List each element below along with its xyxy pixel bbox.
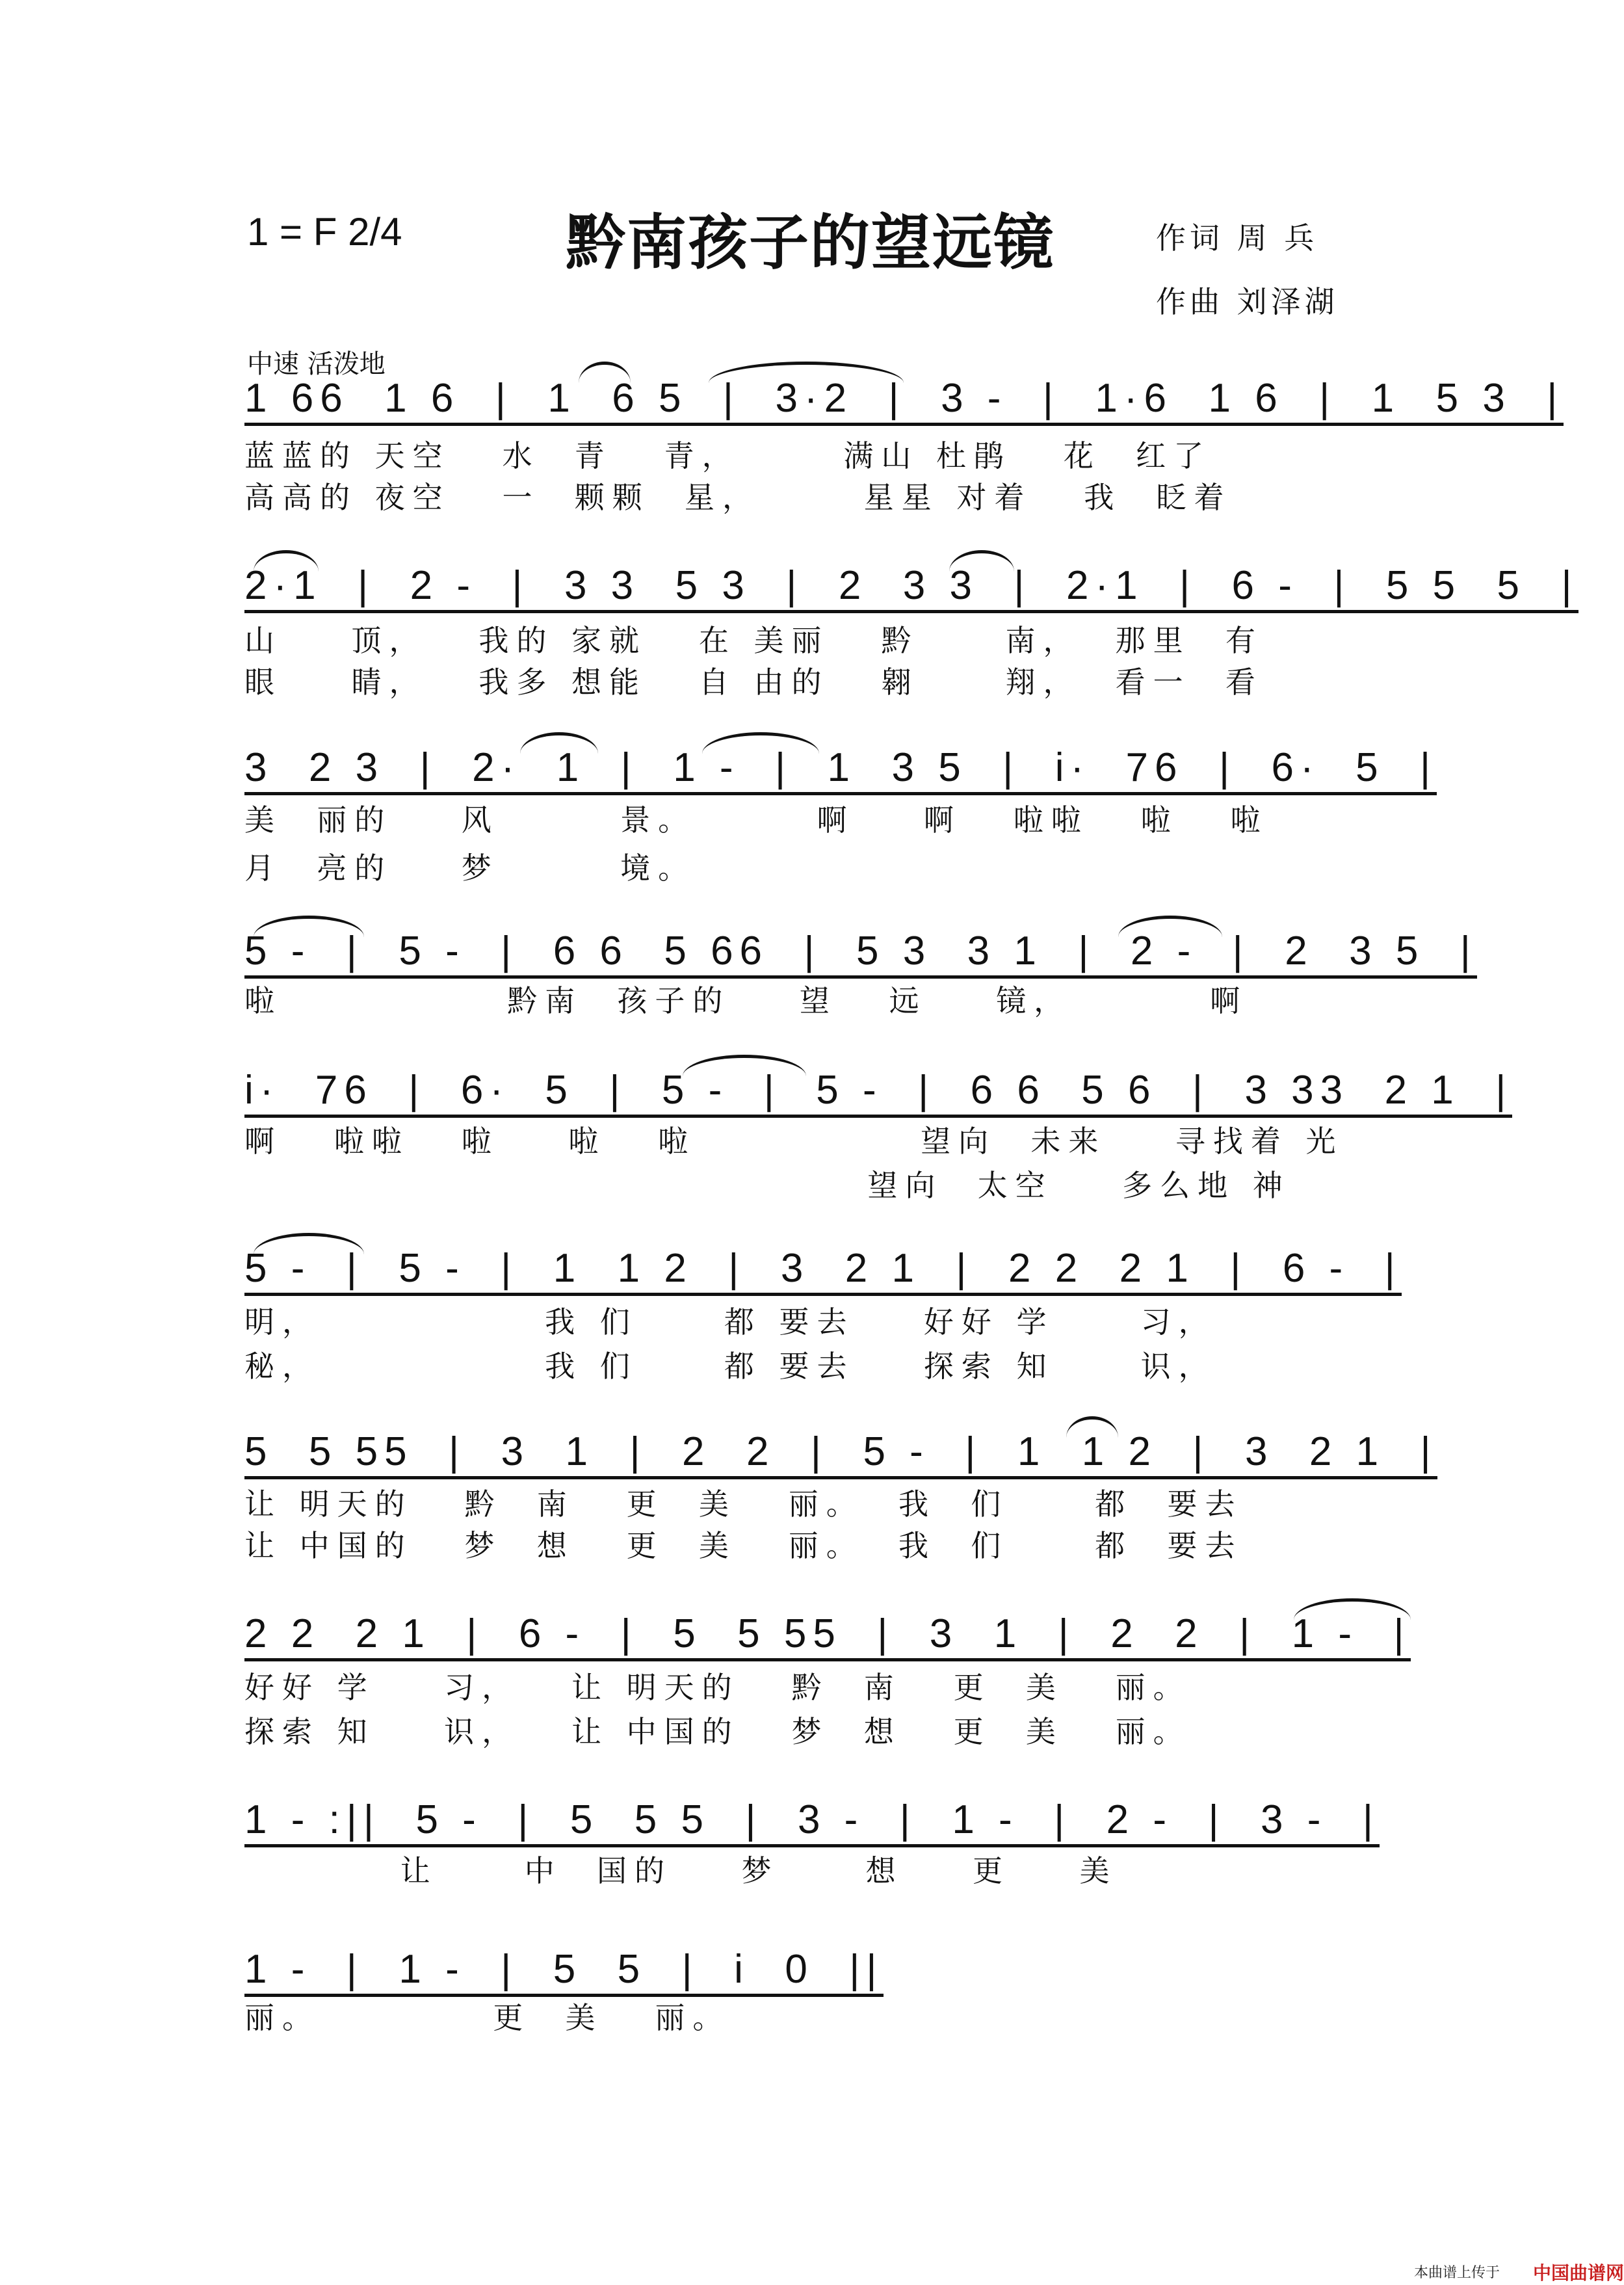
notation-row-10: 1 - | 1 - | 5 5 | i 0 || xyxy=(244,1949,884,1997)
lyric-row-8-verse-2: 探索 知 识， 让 中国的 梦 想 更 美 丽。 xyxy=(244,1714,1191,1749)
lyric-row-6-verse-1: 明， 我 们 都 要去 好好 学 习， xyxy=(244,1304,1216,1340)
tie-mark xyxy=(709,362,904,383)
notation-row-2: 2·1 | 2 - | 3 3 5 3 | 2 3 3 | 2·1 | 6 - | 5 5 5 | xyxy=(244,566,1578,613)
tie-mark xyxy=(1294,1598,1411,1620)
lyric-row-5-verse-1: 啊 啦啦 啦 啦 啦 望向 未来 寻找着 光 xyxy=(244,1124,1344,1159)
tie-mark xyxy=(254,916,364,937)
lyric-row-3-verse-2: 月 亮的 梦 境。 xyxy=(244,851,696,886)
lyric-row-10-verse-1: 丽。 更 美 丽。 xyxy=(244,2000,731,2035)
lyric-row-2-verse-1: 山 顶， 我的 家就 在 美丽 黔 南， 那里 有 xyxy=(244,623,1263,658)
tie-mark xyxy=(254,1233,364,1254)
upload-note: 本曲谱上传于 xyxy=(1414,2265,1500,2281)
notation-row-6: 5 - | 5 - | 1 1 2 | 3 2 1 | 2 2 2 1 | 6 - | xyxy=(244,1248,1402,1296)
slur-mark xyxy=(949,550,1014,572)
slur-mark xyxy=(254,550,319,572)
notation-row-3: 3 2 3 | 2· 1 | 1 - | 1 3 5 | i· 76 | 6· 5 | xyxy=(244,748,1437,795)
lyric-row-7-verse-2: 让 中国的 梦 想 更 美 丽。 我 们 都 要去 xyxy=(244,1528,1243,1563)
lyric-row-3-verse-1: 美 丽的 风 景。 啊 啊 啦啦 啦 啦 xyxy=(244,802,1268,838)
lyric-row-2-verse-2: 眼 睛， 我多 想能 自 由的 翱 翔， 看一 看 xyxy=(244,665,1263,700)
notation-row-1: 1 66 1 6 | 1 6 5 | 3·2 | 3 - | 1·6 1 6 | 1 5 3 | xyxy=(244,378,1564,426)
slur-mark xyxy=(579,362,631,383)
notation-row-9: 1 - :|| 5 - | 5 5 5 | 3 - | 1 - | 2 - | 3 - | xyxy=(244,1800,1380,1847)
composer-credit: 作曲 刘泽湖 xyxy=(1156,284,1339,319)
lyricist-credit: 作词 周 兵 xyxy=(1156,220,1318,256)
notation-row-8: 2 2 2 1 | 6 - | 5 5 55 | 3 1 | 2 2 | 1 - | xyxy=(244,1614,1411,1661)
lyric-row-9-verse-1: 让 中 国的 梦 想 更 美 xyxy=(244,1853,1118,1888)
tie-mark xyxy=(1118,916,1222,937)
notation-row-4: 5 - | 5 - | 6 6 5 66 | 5 3 3 1 | 2 - | 2 3 5 | xyxy=(244,931,1477,979)
notation-row-7: 5 5 55 | 3 1 | 2 2 | 5 - | 1 1 2 | 3 2 1 | xyxy=(244,1432,1437,1479)
lyric-row-4-verse-1: 啦 黔南 孩子的 望 远 镜， 啊 xyxy=(244,983,1248,1018)
song-title: 黔南孩子的望远镜 xyxy=(566,207,1055,278)
lyric-row-1-verse-2: 高高的 夜空 一 颗颗 星， 星星 对着 我 眨着 xyxy=(244,480,1232,515)
notation-row-5: i· 76 | 6· 5 | 5 - | 5 - | 6 6 5 6 | 3 33 2 1 | xyxy=(244,1070,1512,1118)
lyric-row-7-verse-1: 让 明天的 黔 南 更 美 丽。 我 们 都 要去 xyxy=(244,1486,1243,1522)
site-logo: 中国曲谱网 xyxy=(1533,2262,1624,2284)
key-signature: 1 = F 2/4 xyxy=(247,210,402,254)
lyric-row-5-verse-2: 望向 太空 多么地 神 xyxy=(244,1168,1290,1203)
lyric-row-6-verse-2: 秘， 我 们 都 要去 探索 知 识， xyxy=(244,1349,1216,1384)
tie-mark xyxy=(702,732,819,754)
tempo-marking: 中速 活泼地 xyxy=(247,349,386,379)
lyric-row-1-verse-1: 蓝蓝的 天空 水 青 青， 满山 杜鹃 花 红了 xyxy=(244,438,1212,473)
tie-mark xyxy=(683,1055,806,1076)
lyric-row-8-verse-1: 好好 学 习， 让 明天的 黔 南 更 美 丽。 xyxy=(244,1670,1191,1705)
slur-mark xyxy=(1066,1416,1118,1438)
slur-mark xyxy=(520,732,598,754)
